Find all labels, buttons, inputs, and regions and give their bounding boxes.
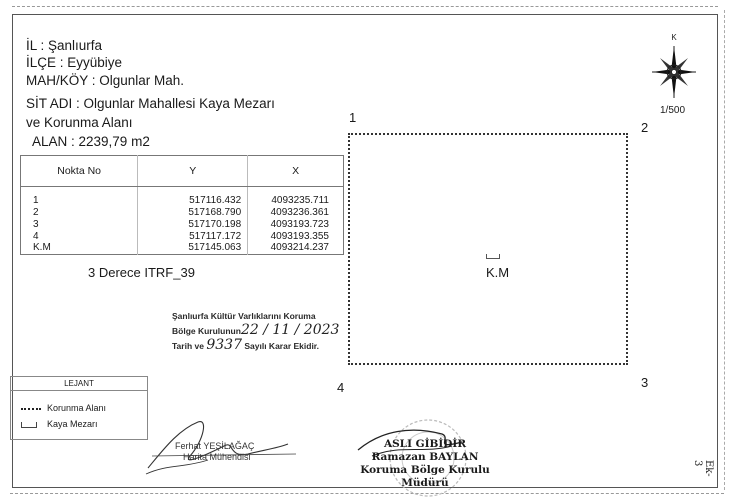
decision-number: 9337 bbox=[206, 337, 242, 353]
point-no: K.M bbox=[33, 242, 51, 254]
coordinate-table bbox=[20, 155, 344, 255]
table-row bbox=[21, 207, 344, 219]
point-no: 2 bbox=[33, 207, 39, 219]
point-no: 1 bbox=[33, 195, 39, 206]
surveyor-title: Harita Mühendisi bbox=[183, 452, 251, 462]
neighborhood-label: MAH/KÖY : Olgunlar Mah. bbox=[26, 73, 185, 88]
bracket-icon bbox=[21, 422, 37, 428]
legend-tomb-label: Kaya Mezarı bbox=[47, 419, 98, 429]
site-name-line1: SİT ADI : Olgunlar Mahallesi Kaya Mezarı bbox=[26, 96, 275, 111]
point-y: 517117.172 bbox=[138, 231, 248, 243]
council-decision-stamp bbox=[172, 309, 339, 353]
council-line3-suffix: Sayılı Karar Ekidir. bbox=[244, 341, 320, 351]
council-line3 bbox=[172, 338, 339, 353]
point-x: 4093236.361 bbox=[270, 207, 329, 219]
site-name-line2: ve Korunma Alanı bbox=[26, 115, 133, 130]
legend-box bbox=[10, 376, 148, 440]
header-y: Y bbox=[138, 156, 248, 187]
corner-point-3: 3 bbox=[641, 375, 649, 390]
header-point-no: Nokta No bbox=[21, 156, 138, 187]
corner-point-2: 2 bbox=[641, 120, 649, 135]
council-line1: Şanlıurfa Kültür Varlıklarını Koruma bbox=[172, 311, 316, 321]
annex-label: Ek-3 bbox=[692, 460, 714, 477]
point-x: 4093193.355 bbox=[270, 230, 329, 242]
decision-date: 22 / 11 / 2023 bbox=[240, 322, 340, 338]
rock-tomb-marker-icon bbox=[486, 254, 500, 259]
north-arrow-compass-icon bbox=[650, 32, 698, 104]
council-line2 bbox=[172, 323, 339, 338]
corner-point-1: 1 bbox=[349, 110, 357, 125]
director-name: Ramazan BAYLAN bbox=[371, 451, 479, 463]
north-label: K bbox=[671, 33, 677, 42]
council-line3-prefix: Tarih ve bbox=[172, 341, 204, 351]
table-row bbox=[21, 187, 344, 208]
scale-label: 1/500 bbox=[660, 105, 686, 116]
legend-item-rock-tomb bbox=[21, 419, 98, 429]
table-row bbox=[21, 231, 344, 243]
surveyor-name: Ferhat YEŞİLAĞAÇ bbox=[175, 441, 255, 451]
district-label: İLÇE : Eyyübiye bbox=[26, 55, 123, 70]
director-title: Koruma Bölge Kurulu Müdürü bbox=[360, 464, 490, 489]
datum-label: 3 Derece ITRF_39 bbox=[88, 265, 195, 280]
header-x: X bbox=[248, 156, 344, 187]
frame-top-dashed-line bbox=[12, 6, 718, 7]
surveyor-name-block bbox=[175, 441, 254, 463]
point-y: 517116.432 bbox=[138, 187, 248, 208]
frame-right-dashed-line bbox=[724, 10, 725, 490]
point-x: 4093214.237 bbox=[270, 242, 329, 254]
table-header-row bbox=[21, 156, 344, 187]
legend-item-protected-area bbox=[21, 403, 106, 413]
point-no: 3 bbox=[33, 218, 39, 230]
point-x: 4093235.711 bbox=[271, 195, 329, 206]
legend-title: LEJANT bbox=[11, 379, 147, 391]
table-row bbox=[21, 219, 344, 231]
protected-area-boundary bbox=[348, 133, 628, 365]
certified-copy-label: ASLI GİBİDİR bbox=[383, 438, 467, 450]
point-no: 4 bbox=[33, 230, 39, 242]
province-label: İL : Şanlıurfa bbox=[26, 38, 103, 53]
corner-point-4: 4 bbox=[337, 380, 345, 395]
point-y: 517170.198 bbox=[138, 219, 248, 231]
point-y: 517168.790 bbox=[138, 207, 248, 219]
dotted-line-icon bbox=[21, 408, 41, 410]
point-y: 517145.063 bbox=[138, 242, 248, 254]
point-x: 4093193.723 bbox=[270, 218, 329, 230]
legend-protected-label: Korunma Alanı bbox=[47, 403, 107, 413]
director-name-block bbox=[335, 438, 515, 490]
area-label: ALAN : 2239,79 m2 bbox=[32, 134, 150, 149]
km-label: K.M bbox=[486, 265, 510, 280]
council-line2-prefix: Bölge Kurulunun bbox=[172, 326, 241, 336]
frame-bottom-dashed-line bbox=[10, 493, 724, 494]
table-row bbox=[21, 242, 344, 254]
